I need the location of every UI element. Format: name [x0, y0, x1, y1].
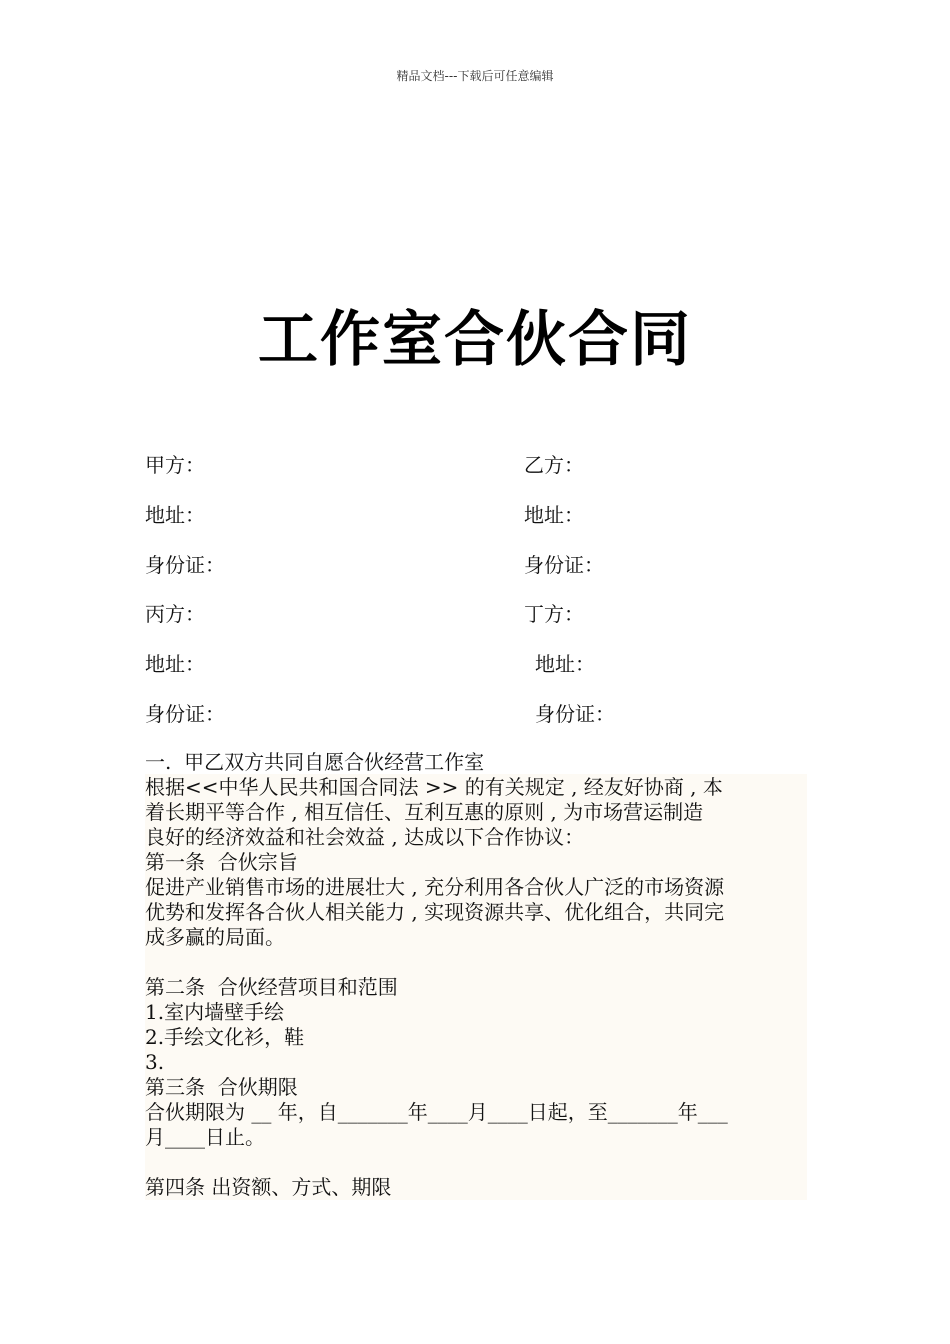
party-d-address-label: 地址： — [535, 652, 595, 676]
article-1-heading: 第一条 合伙宗旨 — [145, 850, 298, 874]
body-paragraph-line: 促进产业销售市场的进展壮大 , 充分利用各合伙人广泛的市场资源 — [145, 875, 725, 899]
article-3-heading: 第三条 合伙期限 — [145, 1075, 298, 1099]
list-item: 2.手绘文化衫，鞋 — [145, 1025, 305, 1049]
document-title: 工作室合伙合同 — [258, 305, 692, 375]
body-paragraph-line: 良好的经济效益和社会效益 , 达成以下合作协议： — [145, 825, 585, 849]
party-d-id-label: 身份证： — [535, 702, 615, 726]
body-paragraph-line: 成多赢的局面。 — [145, 925, 285, 949]
party-a-label: 甲方： — [145, 453, 205, 477]
body-paragraph-line: 月____日止。 — [145, 1125, 265, 1149]
contract-body-text — [145, 750, 807, 1200]
article-2-heading: 第二条 合伙经营项目和范围 — [145, 975, 398, 999]
list-item: 3. — [145, 1050, 165, 1074]
party-c-label: 丙方： — [145, 602, 205, 626]
contract-body — [145, 750, 807, 1200]
party-a-id-label: 身份证： — [145, 553, 225, 577]
section-heading: 一. 甲乙双方共同自愿合伙经营工作室 — [145, 750, 485, 774]
party-b-address-label: 地址： — [524, 503, 584, 527]
body-paragraph-line: 合伙期限为 __ 年，自_______年____月____日起，至_______年___ — [145, 1100, 728, 1124]
body-paragraph-line: 根据<<中华人民共和国合同法 >> 的有关规定 , 经友好协商 , 本 — [145, 775, 723, 799]
party-b-id-label: 身份证： — [524, 553, 604, 577]
party-c-address-label: 地址： — [145, 652, 205, 676]
party-c-id-label: 身份证： — [145, 702, 225, 726]
party-b-label: 乙方： — [524, 453, 584, 477]
blank-line — [145, 950, 807, 975]
party-d-label: 丁方： — [524, 602, 584, 626]
body-paragraph-line: 优势和发挥各合伙人相关能力 , 实现资源共享、优化组合，共同完 — [145, 900, 725, 924]
blank-line — [145, 1150, 807, 1175]
list-item: 1.室内墙壁手绘 — [145, 1000, 285, 1024]
page-header: 精品文档---下载后可任意编辑 — [396, 69, 554, 83]
party-a-address-label: 地址： — [145, 503, 205, 527]
body-paragraph-line: 着长期平等合作 , 相互信任、互利互惠的原则 , 为市场营运制造 — [145, 800, 704, 824]
article-4-heading: 第四条 出资额、方式、期限 — [145, 1175, 392, 1199]
